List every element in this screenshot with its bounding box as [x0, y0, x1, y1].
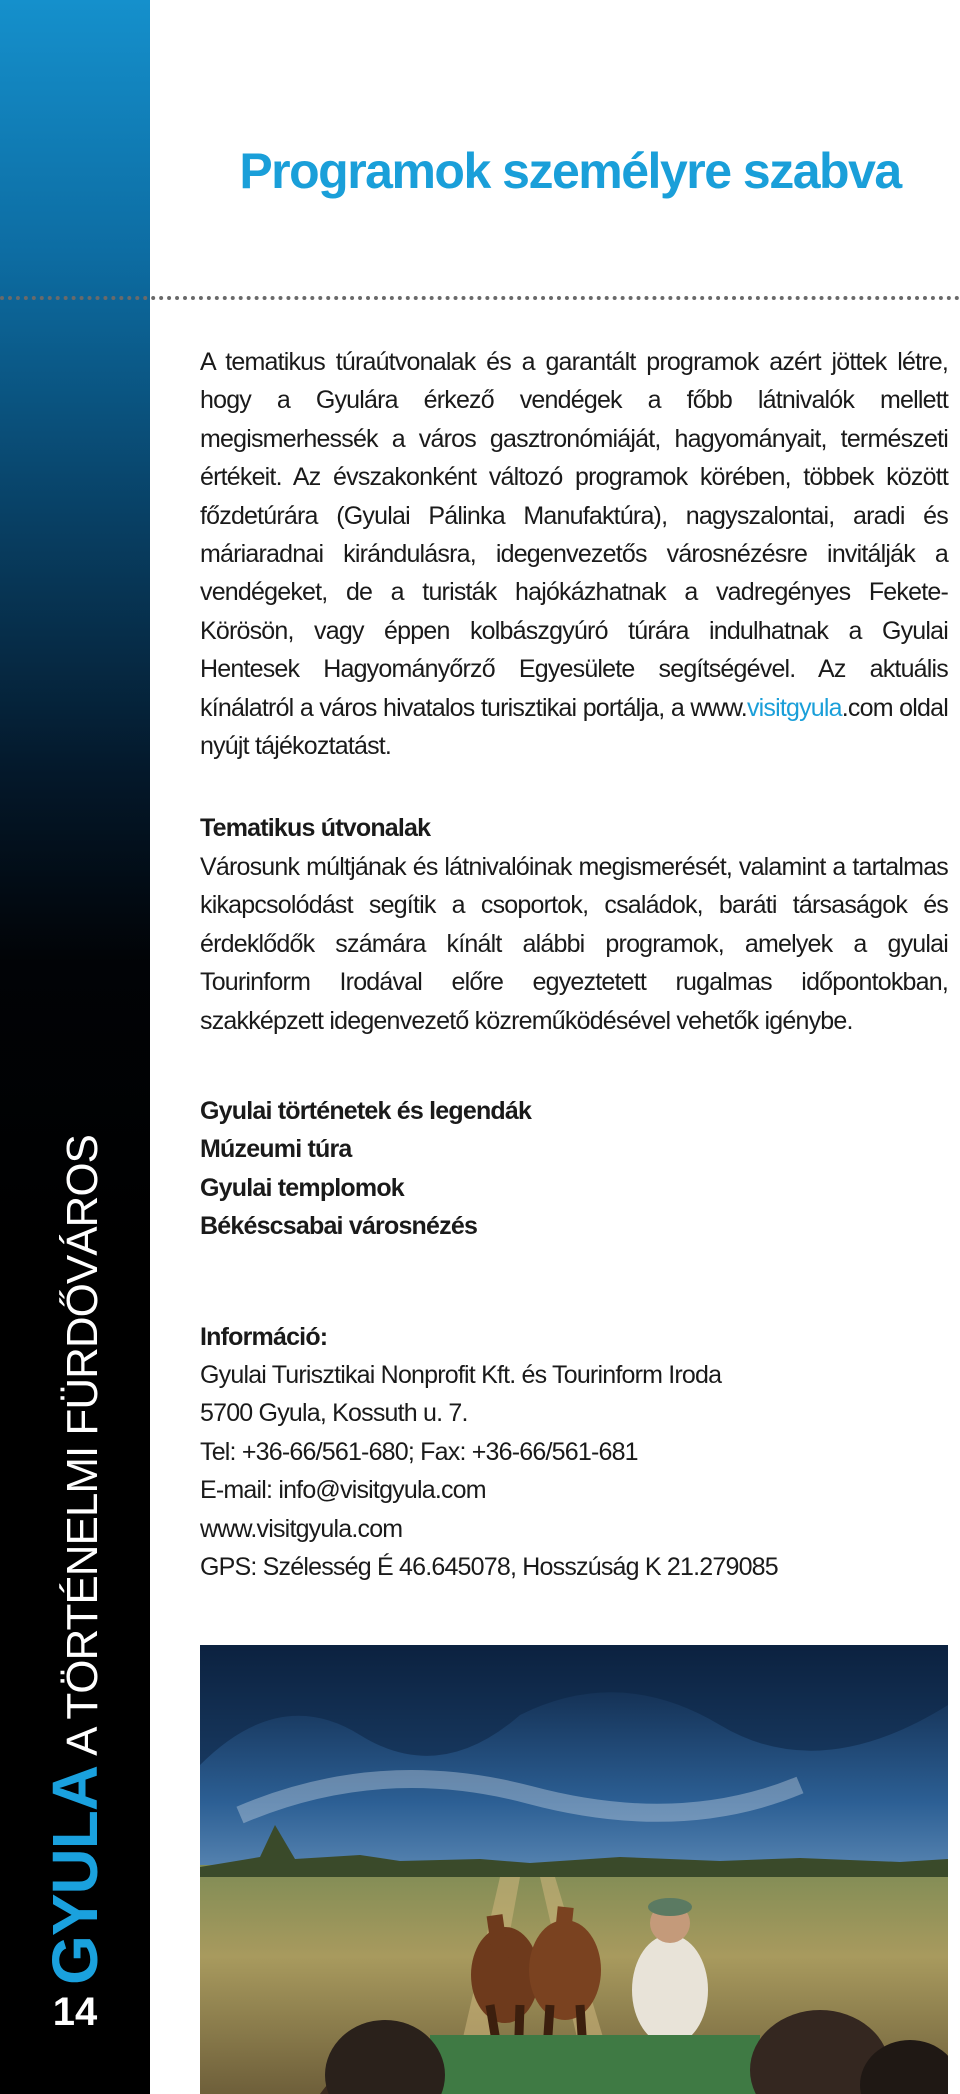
- info-web[interactable]: www.visitgyula.com: [200, 1514, 403, 1543]
- carriage-ride-photo: [200, 1645, 948, 2094]
- program-item: Gyulai történetek és legendák: [200, 1096, 532, 1125]
- info-block: [200, 1318, 948, 1587]
- intro-text: A tematikus túraútvonalak és a garantált programok azért jöttek létre, hogy a Gyulára érkező vendégek a főbb látnivalók mellett megismerhessék a város gasztronómiáját, hagyományait, természeti értékeit. Az évszakonként változó programok körében, többek között főzdetúrára (Gyulai Pálinka Manufaktúra), nagyszalontai, aradi és máriaradnai kirándulásra, idegenvezetős városnézésre invitálják a vendégeket, de a turisták hajókázhatnak a vadregényes Fekete-Körösön, vagy éppen kolbászgyúró túrára indulhatnak a Gyulai Hentesek Hagyományőrző Egyesülete segítségével. Az aktuális kínálatról a város hivatalos turisztikai portálja, a www.: [200, 348, 948, 722]
- tematikus-heading: Tematikus útvonalak: [200, 814, 431, 843]
- program-item: Múzeumi túra: [200, 1135, 352, 1164]
- info-address: 5700 Gyula, Kossuth u. 7.: [200, 1399, 468, 1428]
- program-item: Gyulai templomok: [200, 1173, 404, 1202]
- dotted-divider: [0, 296, 960, 300]
- sidebar-brand: GYULA: [39, 1765, 111, 1985]
- sidebar-title: [38, 1135, 112, 1985]
- info-gps: GPS: Szélesség É 46.645078, Hosszúság K 21.279085: [200, 1552, 778, 1581]
- visitgyula-link[interactable]: visitgyula: [746, 693, 842, 722]
- tematikus-body: Városunk múltjának és látnivalóinak megismerését, valamint a tartalmas kikapcsolódást segítik a csoportok, családok, baráti társaságok és érdeklődők számára kínált alábbi programok, amelyek a gyulai Tourinform Irodával előre egyeztetett rugalmas időpontokban, szakképzett idegenvezető közreműködésével vehetők igénybe.: [200, 852, 948, 1035]
- photo-illustration: [200, 1645, 948, 2094]
- info-org: Gyulai Turisztikai Nonprofit Kft. és Tourinform Iroda: [200, 1360, 722, 1389]
- info-phone: Tel: +36-66/561-680; Fax: +36-66/561-681: [200, 1437, 638, 1466]
- sidebar: [0, 0, 150, 2094]
- program-list: [200, 1092, 948, 1246]
- info-heading: Információ:: [200, 1322, 328, 1351]
- sidebar-subtitle: A TÖRTÉNELMI FÜRDŐVÁROS: [58, 1135, 107, 1756]
- tematikus-section: [200, 809, 948, 1039]
- intro-text-end: .com oldal nyújt tájékoztatást.: [200, 693, 948, 761]
- program-item: Békéscsabai városnézés: [200, 1212, 478, 1241]
- intro-paragraph: [200, 343, 948, 765]
- content: [200, 343, 948, 1586]
- page-number: 14: [52, 1990, 98, 2034]
- info-email[interactable]: E-mail: info@visitgyula.com: [200, 1476, 486, 1505]
- page-title: Programok személyre szabva: [239, 143, 901, 199]
